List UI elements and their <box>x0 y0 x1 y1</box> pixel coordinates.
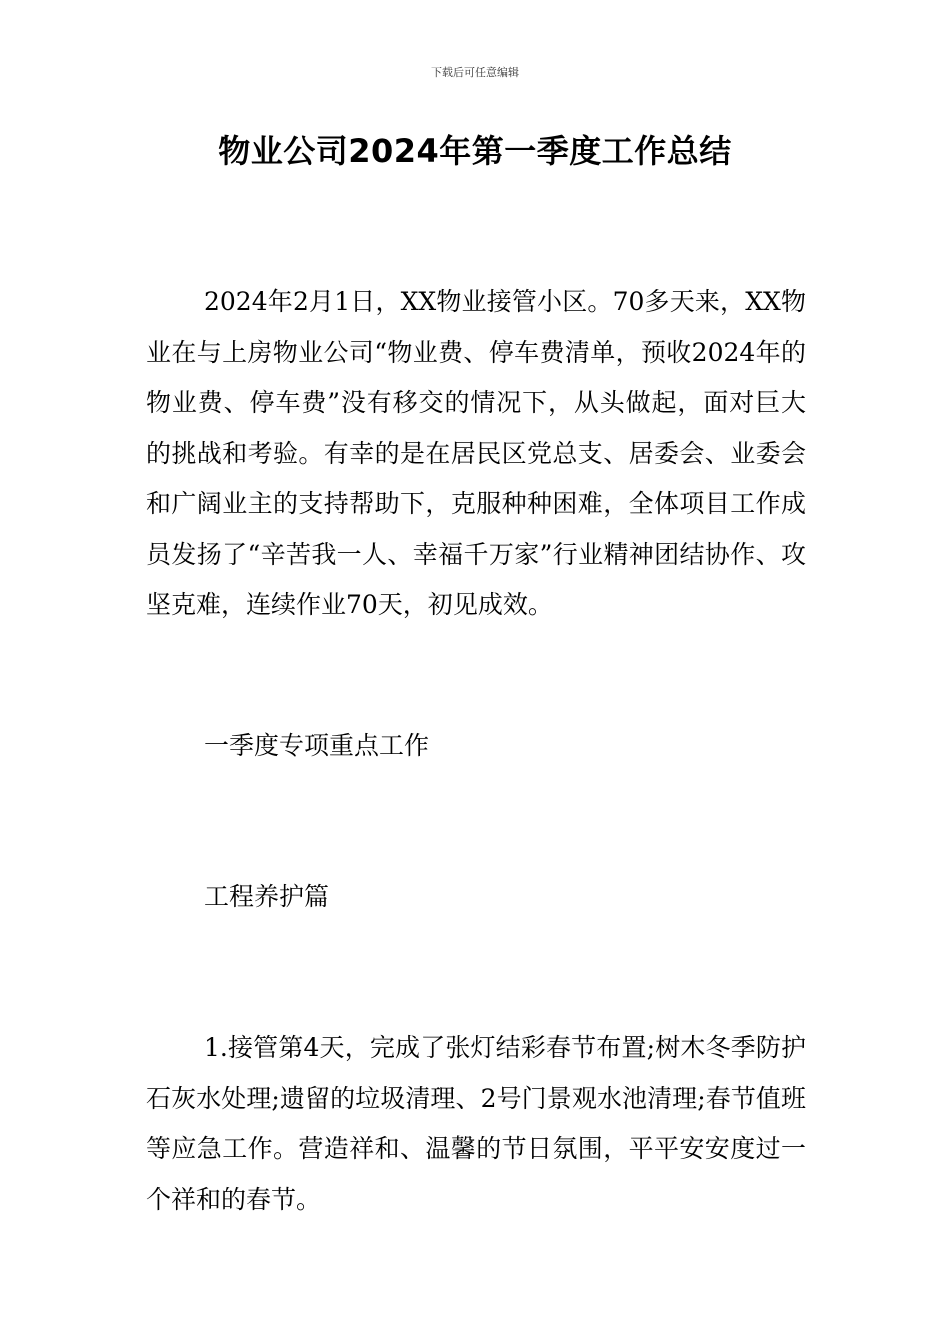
list-item: 1.接管第4天，完成了张灯结彩春节布置;树木冬季防护石灰水处理;遗留的垃圾清理、2号门景观水池清理;春节值班等应急工作。营造祥和、温馨的节日氛围，平平安安度过一个祥和的春节。 <box>146 1033 806 1214</box>
intro-paragraph: 2024年2月1日，XX物业接管小区。70多天来，XX物业在与上房物业公司“物业费、停车费清单，预收2024年的物业费、停车费”没有移交的情况下，从头做起，面对巨大的挑战和考验。有幸的是在居民区党总支、居委会、业委会和广阔业主的支持帮助下，克服种种困难，全体项目工作成员发扬了“辛苦我一人、幸福千万家”行业精神团结协作、攻坚克难，连续作业70天，初见成效。 <box>146 287 806 619</box>
subsection-heading: 工程养护篇 <box>204 882 330 911</box>
document-title: 物业公司2024年第一季度工作总结 <box>218 132 732 170</box>
section-heading: 一季度专项重点工作 <box>204 731 430 760</box>
header-note: 下载后可任意编辑 <box>431 66 519 79</box>
